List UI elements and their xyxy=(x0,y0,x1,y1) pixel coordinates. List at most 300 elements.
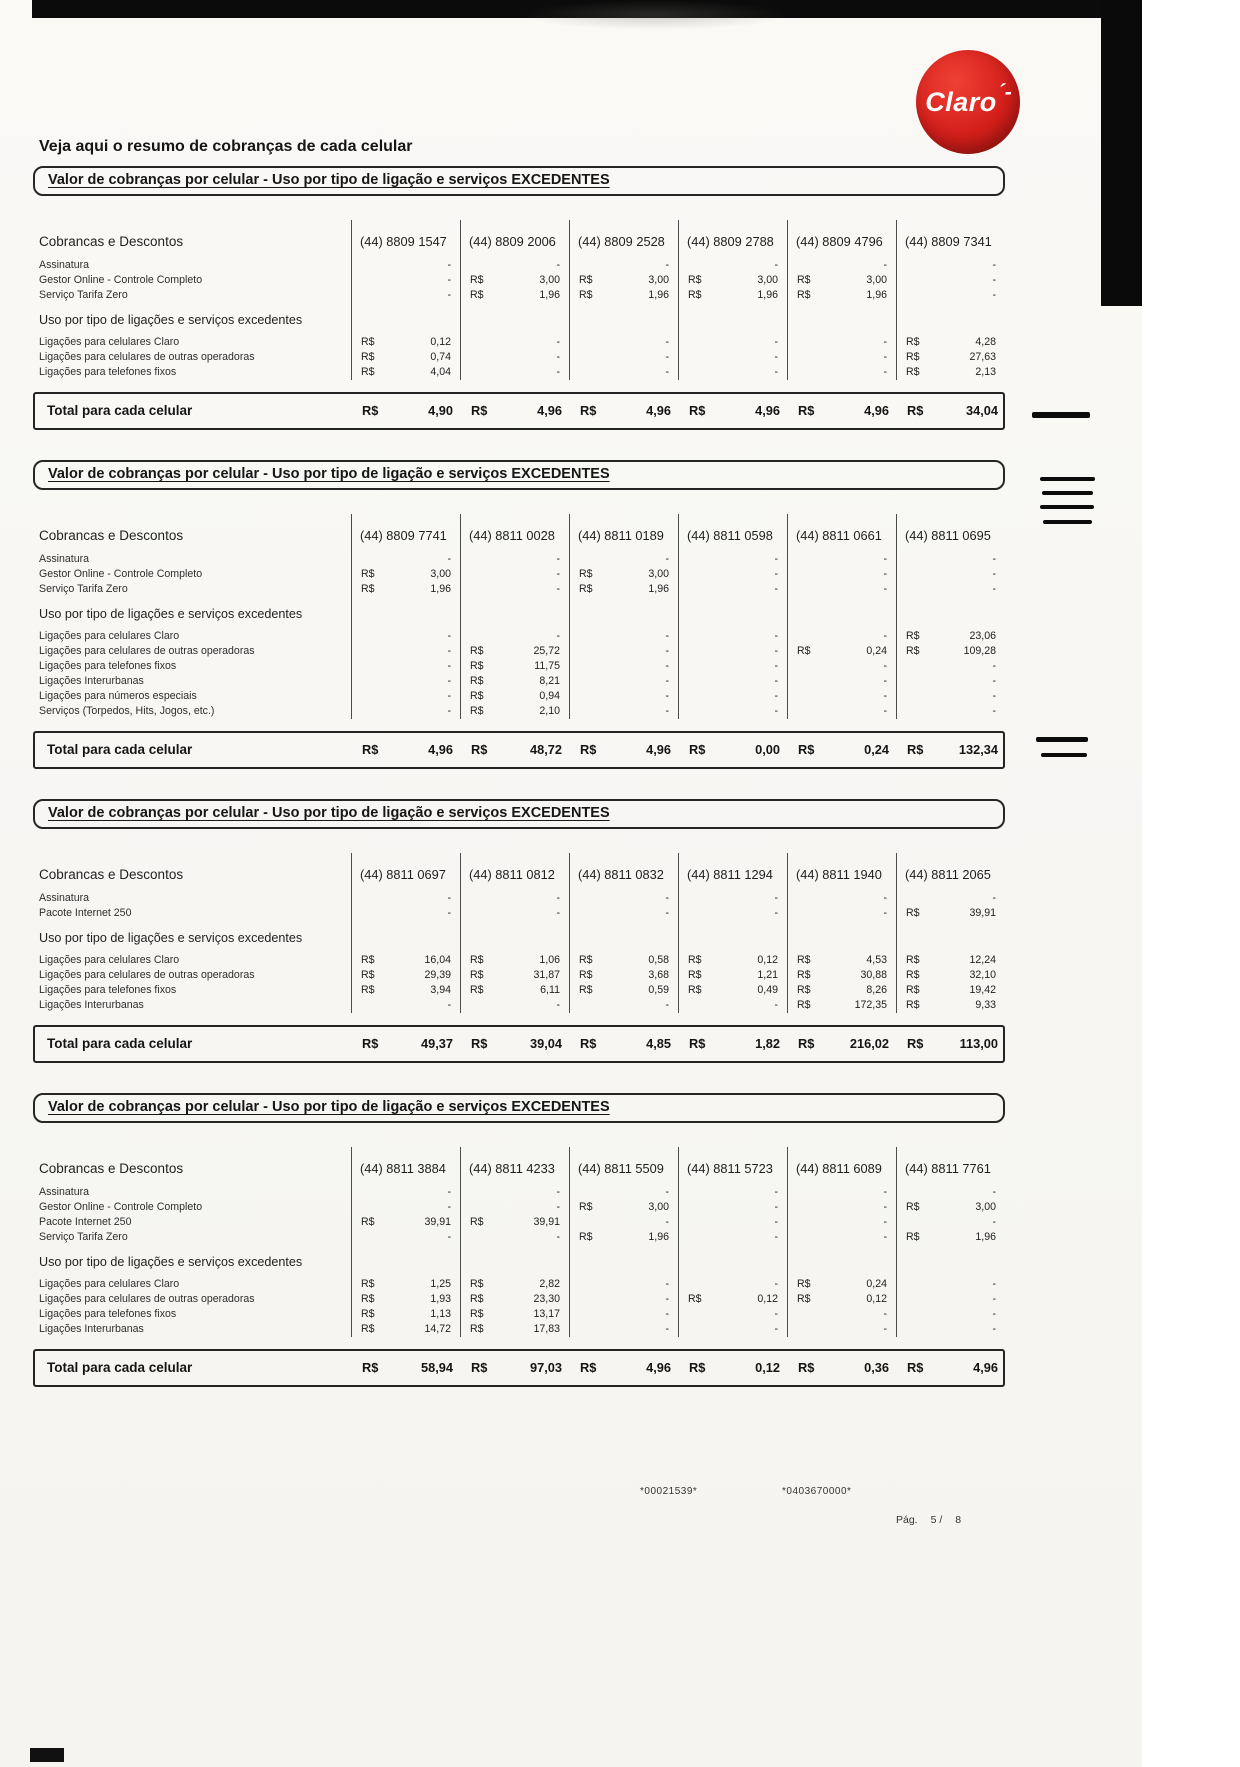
amount-value: 172,35 xyxy=(854,999,887,1011)
column-divider xyxy=(351,597,460,629)
amount-value: 1,96 xyxy=(648,1231,669,1243)
amount-cell xyxy=(787,629,896,644)
amount-cell xyxy=(787,1215,896,1230)
amount-cell xyxy=(569,1322,678,1337)
amount-cell xyxy=(351,983,460,998)
empty-value-dash: - xyxy=(774,1231,778,1243)
amount-cell xyxy=(351,552,460,567)
column-divider xyxy=(460,303,569,335)
amount-cell xyxy=(678,644,787,659)
phone-number-header: (44) 8811 0812 xyxy=(460,853,569,891)
amount-cell xyxy=(460,953,569,968)
amount-value: 0,24 xyxy=(866,645,887,657)
total-row xyxy=(33,1349,1005,1387)
phone-number-header: (44) 8811 5723 xyxy=(678,1147,787,1185)
amount-cell xyxy=(569,350,678,365)
currency-symbol: R$ xyxy=(361,1216,375,1228)
empty-value-dash: - xyxy=(883,1216,887,1228)
empty-value-dash: - xyxy=(665,645,669,657)
amount-cell xyxy=(787,659,896,674)
currency-symbol: R$ xyxy=(579,568,593,580)
amount-value: 0,12 xyxy=(755,1360,780,1375)
currency-symbol: R$ xyxy=(797,954,811,966)
column-divider xyxy=(460,921,569,953)
empty-value-dash: - xyxy=(665,892,669,904)
amount-value: 29,39 xyxy=(424,969,451,981)
amount-cell xyxy=(678,335,787,350)
currency-symbol: R$ xyxy=(470,705,484,717)
usage-row-label: Ligações para celulares Claro xyxy=(39,1278,180,1290)
currency-symbol: R$ xyxy=(798,1360,815,1375)
amount-value: 1,96 xyxy=(648,583,669,595)
amount-cell xyxy=(569,567,678,582)
charge-row-label: Pacote Internet 250 xyxy=(39,1216,132,1228)
charge-row-label: Assinatura xyxy=(39,259,90,271)
currency-symbol: R$ xyxy=(579,274,593,286)
amount-value: 1,96 xyxy=(539,289,560,301)
empty-value-dash: - xyxy=(556,999,560,1011)
empty-value-dash: - xyxy=(992,1186,996,1198)
amount-value: 3,00 xyxy=(430,568,451,580)
billing-section xyxy=(33,799,1005,1063)
amount-cell xyxy=(460,258,569,273)
column-divider xyxy=(787,921,896,953)
amount-value: 4,85 xyxy=(646,1036,671,1051)
page-number xyxy=(896,1514,974,1526)
amount-value: 0,24 xyxy=(866,1278,887,1290)
scan-mark xyxy=(1036,737,1088,742)
amount-cell xyxy=(787,1307,896,1322)
total-amount-cell xyxy=(353,1360,462,1375)
empty-value-dash: - xyxy=(883,351,887,363)
empty-value-dash: - xyxy=(665,999,669,1011)
amount-cell xyxy=(787,552,896,567)
amount-value: 0,94 xyxy=(539,690,560,702)
total-amount-cell xyxy=(898,1036,1007,1051)
column-divider xyxy=(896,303,1005,335)
currency-symbol: R$ xyxy=(906,1231,920,1243)
amount-value: 1,96 xyxy=(648,289,669,301)
amount-value: 3,00 xyxy=(975,1201,996,1213)
currency-symbol: R$ xyxy=(470,1323,484,1335)
empty-value-dash: - xyxy=(665,1293,669,1305)
total-amount-cell xyxy=(462,1036,571,1051)
amount-value: 30,88 xyxy=(860,969,887,981)
empty-value-dash: - xyxy=(447,289,451,301)
amount-value: 0,12 xyxy=(757,954,778,966)
currency-symbol: R$ xyxy=(361,351,375,363)
currency-symbol: R$ xyxy=(797,289,811,301)
column-divider xyxy=(569,1245,678,1277)
amount-value: 97,03 xyxy=(529,1360,562,1375)
currency-symbol: R$ xyxy=(361,336,375,348)
column-divider xyxy=(678,597,787,629)
empty-value-dash: - xyxy=(774,366,778,378)
amount-cell xyxy=(460,704,569,719)
column-divider xyxy=(351,303,460,335)
amount-cell xyxy=(460,288,569,303)
amount-value: 23,30 xyxy=(533,1293,560,1305)
amount-value: 4,96 xyxy=(537,403,562,418)
amount-value: 0,58 xyxy=(648,954,669,966)
empty-value-dash: - xyxy=(447,660,451,672)
scan-mark xyxy=(1043,520,1092,524)
amount-value: 2,82 xyxy=(539,1278,560,1290)
amount-cell xyxy=(351,1292,460,1307)
amount-value: 3,00 xyxy=(648,1201,669,1213)
amount-cell xyxy=(787,288,896,303)
empty-value-dash: - xyxy=(665,907,669,919)
phone-number-header: (44) 8811 0028 xyxy=(460,514,569,552)
total-row xyxy=(33,731,1005,769)
amount-value: 8,21 xyxy=(539,675,560,687)
amount-cell xyxy=(569,983,678,998)
amount-cell xyxy=(678,983,787,998)
amount-value: 11,75 xyxy=(534,660,560,672)
amount-cell xyxy=(351,689,460,704)
empty-value-dash: - xyxy=(556,351,560,363)
empty-value-dash: - xyxy=(665,351,669,363)
column-divider xyxy=(787,597,896,629)
amount-cell xyxy=(569,644,678,659)
empty-value-dash: - xyxy=(883,1201,887,1213)
currency-symbol: R$ xyxy=(798,742,815,757)
amount-cell xyxy=(787,567,896,582)
total-amount-cell xyxy=(353,403,462,418)
phone-number-header: (44) 8811 0661 xyxy=(787,514,896,552)
empty-value-dash: - xyxy=(665,660,669,672)
amount-value: 39,91 xyxy=(533,1216,560,1228)
amount-cell xyxy=(896,582,1005,597)
amount-cell xyxy=(569,998,678,1013)
empty-value-dash: - xyxy=(992,289,996,301)
total-amount-cell xyxy=(571,403,680,418)
amount-cell xyxy=(351,891,460,906)
empty-value-dash: - xyxy=(992,675,996,687)
amount-cell xyxy=(460,1230,569,1245)
amount-cell xyxy=(351,258,460,273)
bill-content xyxy=(33,138,1005,1417)
amount-cell xyxy=(351,968,460,983)
amount-cell xyxy=(569,552,678,567)
empty-value-dash: - xyxy=(992,1216,996,1228)
amount-cell xyxy=(787,582,896,597)
table-header-label: Cobrancas e Descontos xyxy=(39,1161,184,1176)
amount-cell xyxy=(569,689,678,704)
amount-value: 1,06 xyxy=(539,954,560,966)
total-label: Total para cada celular xyxy=(47,1360,193,1375)
amount-cell xyxy=(678,891,787,906)
empty-value-dash: - xyxy=(883,568,887,580)
charge-row-label: Assinatura xyxy=(39,892,90,904)
currency-symbol: R$ xyxy=(361,969,375,981)
currency-symbol: R$ xyxy=(906,969,920,981)
currency-symbol: R$ xyxy=(470,984,484,996)
currency-symbol: R$ xyxy=(797,1293,811,1305)
phone-number-header: (44) 8809 2528 xyxy=(569,220,678,258)
scan-mark xyxy=(1040,477,1095,481)
empty-value-dash: - xyxy=(556,892,560,904)
phone-number-header: (44) 8809 2006 xyxy=(460,220,569,258)
currency-symbol: R$ xyxy=(797,645,811,657)
usage-section-heading: Uso por tipo de ligações e serviços excedentes xyxy=(39,607,303,621)
phone-number-header: (44) 8811 0189 xyxy=(569,514,678,552)
amount-cell xyxy=(460,629,569,644)
amount-cell xyxy=(678,906,787,921)
amount-cell xyxy=(351,1185,460,1200)
currency-symbol: R$ xyxy=(471,403,488,418)
amount-value: 34,04 xyxy=(965,403,998,418)
empty-value-dash: - xyxy=(992,690,996,702)
empty-value-dash: - xyxy=(665,690,669,702)
amount-cell xyxy=(569,1215,678,1230)
amount-cell xyxy=(569,1185,678,1200)
amount-value: 0,00 xyxy=(755,742,780,757)
total-amount-cell xyxy=(789,742,898,757)
amount-cell xyxy=(460,1277,569,1292)
amount-cell xyxy=(896,998,1005,1013)
amount-cell xyxy=(678,567,787,582)
amount-cell xyxy=(787,689,896,704)
usage-row-label: Ligações para celulares de outras operadoras xyxy=(39,969,255,981)
total-amount-cell xyxy=(680,1360,789,1375)
currency-symbol: R$ xyxy=(907,1036,924,1051)
currency-symbol: R$ xyxy=(470,1278,484,1290)
scan-mark xyxy=(1041,753,1087,757)
phone-number-header: (44) 8811 7761 xyxy=(896,1147,1005,1185)
amount-cell xyxy=(787,1277,896,1292)
amount-cell xyxy=(678,288,787,303)
section-header xyxy=(33,1093,1005,1123)
empty-value-dash: - xyxy=(447,907,451,919)
scan-artifact-corner xyxy=(30,1748,64,1762)
claro-logo-accent: ´- xyxy=(997,81,1012,104)
currency-symbol: R$ xyxy=(689,1036,706,1051)
empty-value-dash: - xyxy=(665,1216,669,1228)
amount-cell xyxy=(787,258,896,273)
amount-cell xyxy=(678,1277,787,1292)
charge-row-label: Gestor Online - Controle Completo xyxy=(39,1201,203,1213)
currency-symbol: R$ xyxy=(361,984,375,996)
section-title: Valor de cobranças por celular - Uso por tipo de ligação e serviços EXCEDENTES xyxy=(48,466,610,482)
amount-cell xyxy=(351,953,460,968)
amount-value: 4,04 xyxy=(430,366,451,378)
currency-symbol: R$ xyxy=(470,675,484,687)
empty-value-dash: - xyxy=(556,1201,560,1213)
amount-cell xyxy=(787,906,896,921)
column-divider xyxy=(460,597,569,629)
amount-cell xyxy=(460,273,569,288)
usage-row-label: Ligações para celulares de outras operadoras xyxy=(39,351,255,363)
empty-value-dash: - xyxy=(774,583,778,595)
amount-cell xyxy=(460,350,569,365)
usage-row-label: Ligações para celulares Claro xyxy=(39,954,180,966)
page-number-total: 8 xyxy=(955,1514,962,1526)
currency-symbol: R$ xyxy=(579,1231,593,1243)
empty-value-dash: - xyxy=(992,705,996,717)
currency-symbol: R$ xyxy=(470,660,484,672)
amount-cell xyxy=(569,258,678,273)
section-title: Valor de cobranças por celular - Uso por tipo de ligação e serviços EXCEDENTES xyxy=(48,172,610,188)
empty-value-dash: - xyxy=(447,1201,451,1213)
empty-value-dash: - xyxy=(447,645,451,657)
section-header xyxy=(33,799,1005,829)
empty-value-dash: - xyxy=(992,259,996,271)
empty-value-dash: - xyxy=(883,892,887,904)
currency-symbol: R$ xyxy=(688,954,702,966)
empty-value-dash: - xyxy=(992,892,996,904)
amount-cell xyxy=(351,1200,460,1215)
charges-table xyxy=(33,220,1005,380)
usage-row-label: Ligações Interurbanas xyxy=(39,1323,144,1335)
column-divider xyxy=(787,303,896,335)
currency-symbol: R$ xyxy=(688,289,702,301)
amount-value: 39,91 xyxy=(424,1216,451,1228)
currency-symbol: R$ xyxy=(579,1201,593,1213)
amount-cell xyxy=(351,350,460,365)
amount-cell xyxy=(351,998,460,1013)
currency-symbol: R$ xyxy=(906,954,920,966)
empty-value-dash: - xyxy=(665,336,669,348)
amount-value: 4,96 xyxy=(646,742,671,757)
currency-symbol: R$ xyxy=(906,907,920,919)
currency-symbol: R$ xyxy=(797,984,811,996)
charge-row-label: Assinatura xyxy=(39,553,90,565)
amount-value: 3,00 xyxy=(757,274,778,286)
empty-value-dash: - xyxy=(883,259,887,271)
amount-cell xyxy=(569,1307,678,1322)
currency-symbol: R$ xyxy=(470,969,484,981)
empty-value-dash: - xyxy=(883,705,887,717)
scan-artifact-right-bar xyxy=(1101,0,1142,306)
scan-smudge xyxy=(520,0,790,30)
empty-value-dash: - xyxy=(556,336,560,348)
amount-cell xyxy=(787,674,896,689)
phone-number-header: (44) 8811 3884 xyxy=(351,1147,460,1185)
currency-symbol: R$ xyxy=(579,954,593,966)
empty-value-dash: - xyxy=(883,583,887,595)
amount-cell xyxy=(569,704,678,719)
empty-value-dash: - xyxy=(774,553,778,565)
amount-cell xyxy=(460,968,569,983)
currency-symbol: R$ xyxy=(470,1293,484,1305)
amount-value: 4,53 xyxy=(866,954,887,966)
amount-value: 4,96 xyxy=(646,403,671,418)
currency-symbol: R$ xyxy=(798,403,815,418)
total-amount-cell xyxy=(462,1360,571,1375)
total-amount-cell xyxy=(898,742,1007,757)
amount-value: 39,91 xyxy=(969,907,996,919)
empty-value-dash: - xyxy=(883,336,887,348)
phone-number-header: (44) 8811 5509 xyxy=(569,1147,678,1185)
amount-value: 39,04 xyxy=(529,1036,562,1051)
amount-cell xyxy=(678,659,787,674)
empty-value-dash: - xyxy=(665,1323,669,1335)
amount-cell xyxy=(569,968,678,983)
amount-cell xyxy=(569,273,678,288)
column-divider xyxy=(460,1245,569,1277)
usage-row-label: Ligações para números especiais xyxy=(39,690,197,702)
usage-section-heading: Uso por tipo de ligações e serviços excedentes xyxy=(39,1255,303,1269)
empty-value-dash: - xyxy=(992,660,996,672)
amount-value: 14,72 xyxy=(424,1323,451,1335)
amount-value: 17,83 xyxy=(533,1323,560,1335)
scan-mark xyxy=(1040,505,1094,509)
amount-cell xyxy=(460,689,569,704)
usage-row-label: Ligações para telefones fixos xyxy=(39,1308,177,1320)
charge-row-label: Gestor Online - Controle Completo xyxy=(39,274,203,286)
amount-value: 58,94 xyxy=(420,1360,453,1375)
amount-cell xyxy=(351,674,460,689)
section-title: Valor de cobranças por celular - Uso por tipo de ligação e serviços EXCEDENTES xyxy=(48,1099,610,1115)
currency-symbol: R$ xyxy=(361,954,375,966)
amount-cell xyxy=(569,1230,678,1245)
currency-symbol: R$ xyxy=(797,274,811,286)
empty-value-dash: - xyxy=(447,675,451,687)
claro-logo-text: Claro xyxy=(925,86,997,117)
currency-symbol: R$ xyxy=(907,742,924,757)
phone-number-header: (44) 8811 0598 xyxy=(678,514,787,552)
currency-symbol: R$ xyxy=(906,630,920,642)
amount-cell xyxy=(678,258,787,273)
amount-value: 31,87 xyxy=(533,969,560,981)
empty-value-dash: - xyxy=(447,630,451,642)
charges-table xyxy=(33,514,1005,719)
empty-value-dash: - xyxy=(556,553,560,565)
currency-symbol: R$ xyxy=(470,1216,484,1228)
amount-cell xyxy=(896,689,1005,704)
usage-row-label: Ligações para celulares Claro xyxy=(39,336,180,348)
usage-row-label: Ligações para telefones fixos xyxy=(39,660,177,672)
empty-value-dash: - xyxy=(665,259,669,271)
amount-value: 1,13 xyxy=(430,1308,451,1320)
amount-value: 0,36 xyxy=(864,1360,889,1375)
amount-cell xyxy=(351,365,460,380)
empty-value-dash: - xyxy=(556,1231,560,1243)
usage-row-label: Ligações para telefones fixos xyxy=(39,984,177,996)
column-divider xyxy=(569,921,678,953)
empty-value-dash: - xyxy=(992,568,996,580)
amount-cell xyxy=(678,704,787,719)
empty-value-dash: - xyxy=(774,351,778,363)
amount-cell xyxy=(460,906,569,921)
amount-cell xyxy=(896,983,1005,998)
empty-value-dash: - xyxy=(992,583,996,595)
amount-cell xyxy=(896,659,1005,674)
amount-value: 0,24 xyxy=(864,742,889,757)
empty-value-dash: - xyxy=(447,259,451,271)
empty-value-dash: - xyxy=(883,630,887,642)
amount-cell xyxy=(787,273,896,288)
currency-symbol: R$ xyxy=(579,289,593,301)
currency-symbol: R$ xyxy=(361,1323,375,1335)
amount-cell xyxy=(351,1230,460,1245)
amount-cell xyxy=(351,582,460,597)
amount-cell xyxy=(787,704,896,719)
amount-cell xyxy=(460,644,569,659)
empty-value-dash: - xyxy=(556,583,560,595)
amount-value: 109,28 xyxy=(963,645,996,657)
amount-cell xyxy=(460,1322,569,1337)
amount-cell xyxy=(569,953,678,968)
phone-number-header: (44) 8809 1547 xyxy=(351,220,460,258)
currency-symbol: R$ xyxy=(361,1278,375,1290)
amount-value: 0,49 xyxy=(757,984,778,996)
amount-cell xyxy=(678,674,787,689)
page-number-label: Pág. xyxy=(896,1514,918,1526)
column-divider xyxy=(569,597,678,629)
amount-cell xyxy=(678,552,787,567)
